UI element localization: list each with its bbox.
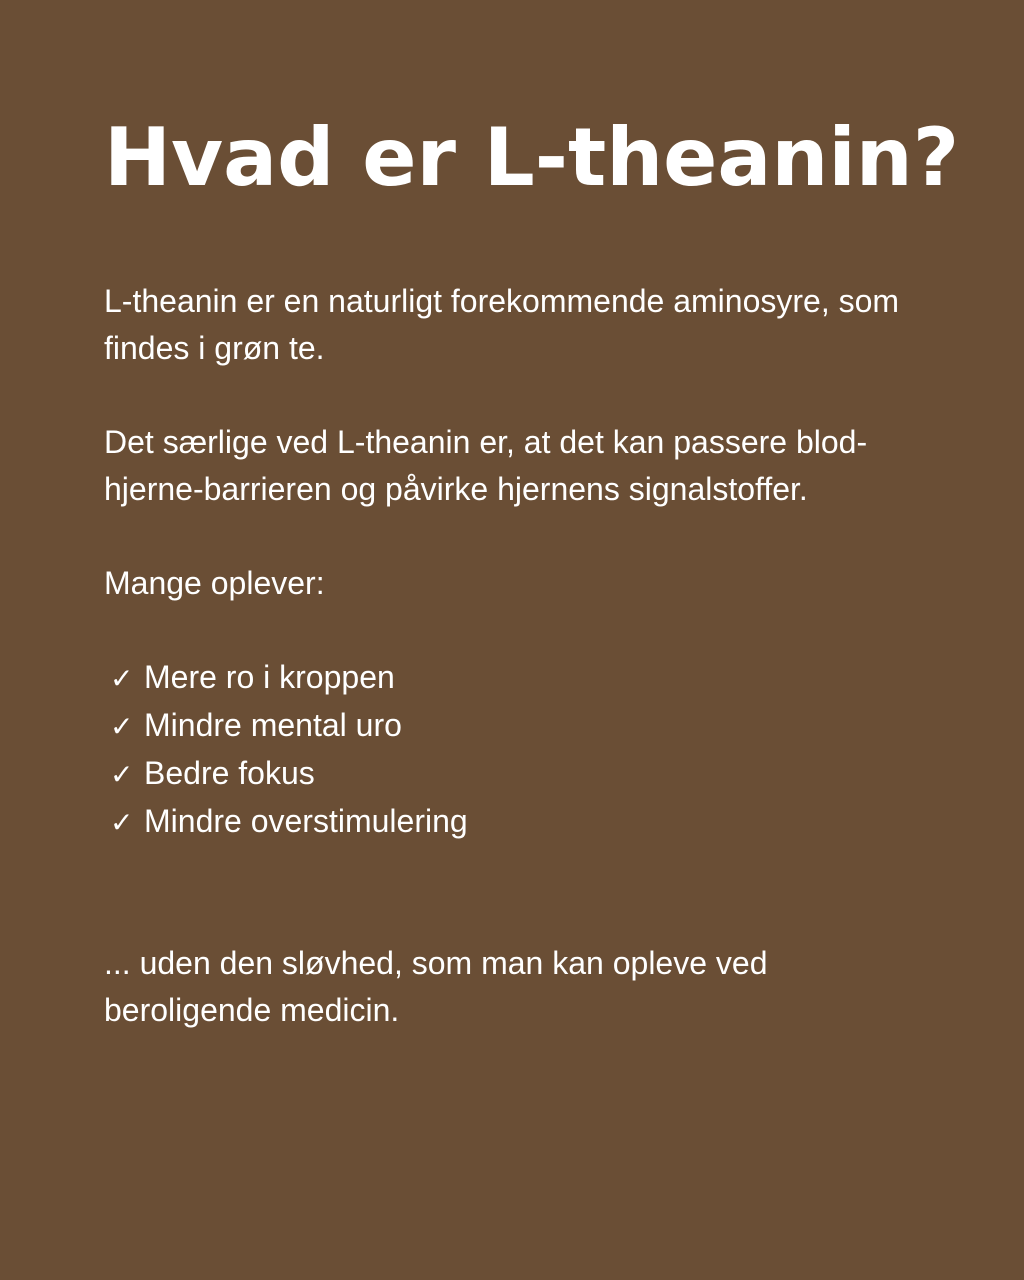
- list-item-label: Mere ro i kroppen: [144, 659, 395, 695]
- list-item: [110, 798, 920, 846]
- list-item-label: Bedre fokus: [144, 755, 315, 791]
- benefits-list: [104, 654, 920, 846]
- special-paragraph: Det særlige ved L-theanin er, at det kan passere blod-hjerne-barrieren og påvirke hjernens signalstoffer.: [104, 424, 868, 507]
- intro-paragraph: L-theanin er en naturligt forekommende aminosyre, som findes i grøn te.: [104, 283, 900, 366]
- list-item: [110, 654, 920, 702]
- closing-paragraph: ... uden den sløvhed, som man kan opleve ved beroligende medicin.: [104, 945, 768, 1028]
- page-title: Hvad er L-theanin?: [104, 111, 960, 204]
- checkmark-icon: ✓: [110, 758, 134, 791]
- list-item: [110, 702, 920, 750]
- list-item: [110, 750, 920, 798]
- lead-paragraph: Mange oplever:: [104, 565, 325, 601]
- list-item-label: Mindre mental uro: [144, 707, 402, 743]
- list-item-label: Mindre overstimulering: [144, 803, 468, 839]
- checkmark-icon: ✓: [110, 662, 134, 695]
- checkmark-icon: ✓: [110, 710, 134, 743]
- checkmark-icon: ✓: [110, 806, 134, 839]
